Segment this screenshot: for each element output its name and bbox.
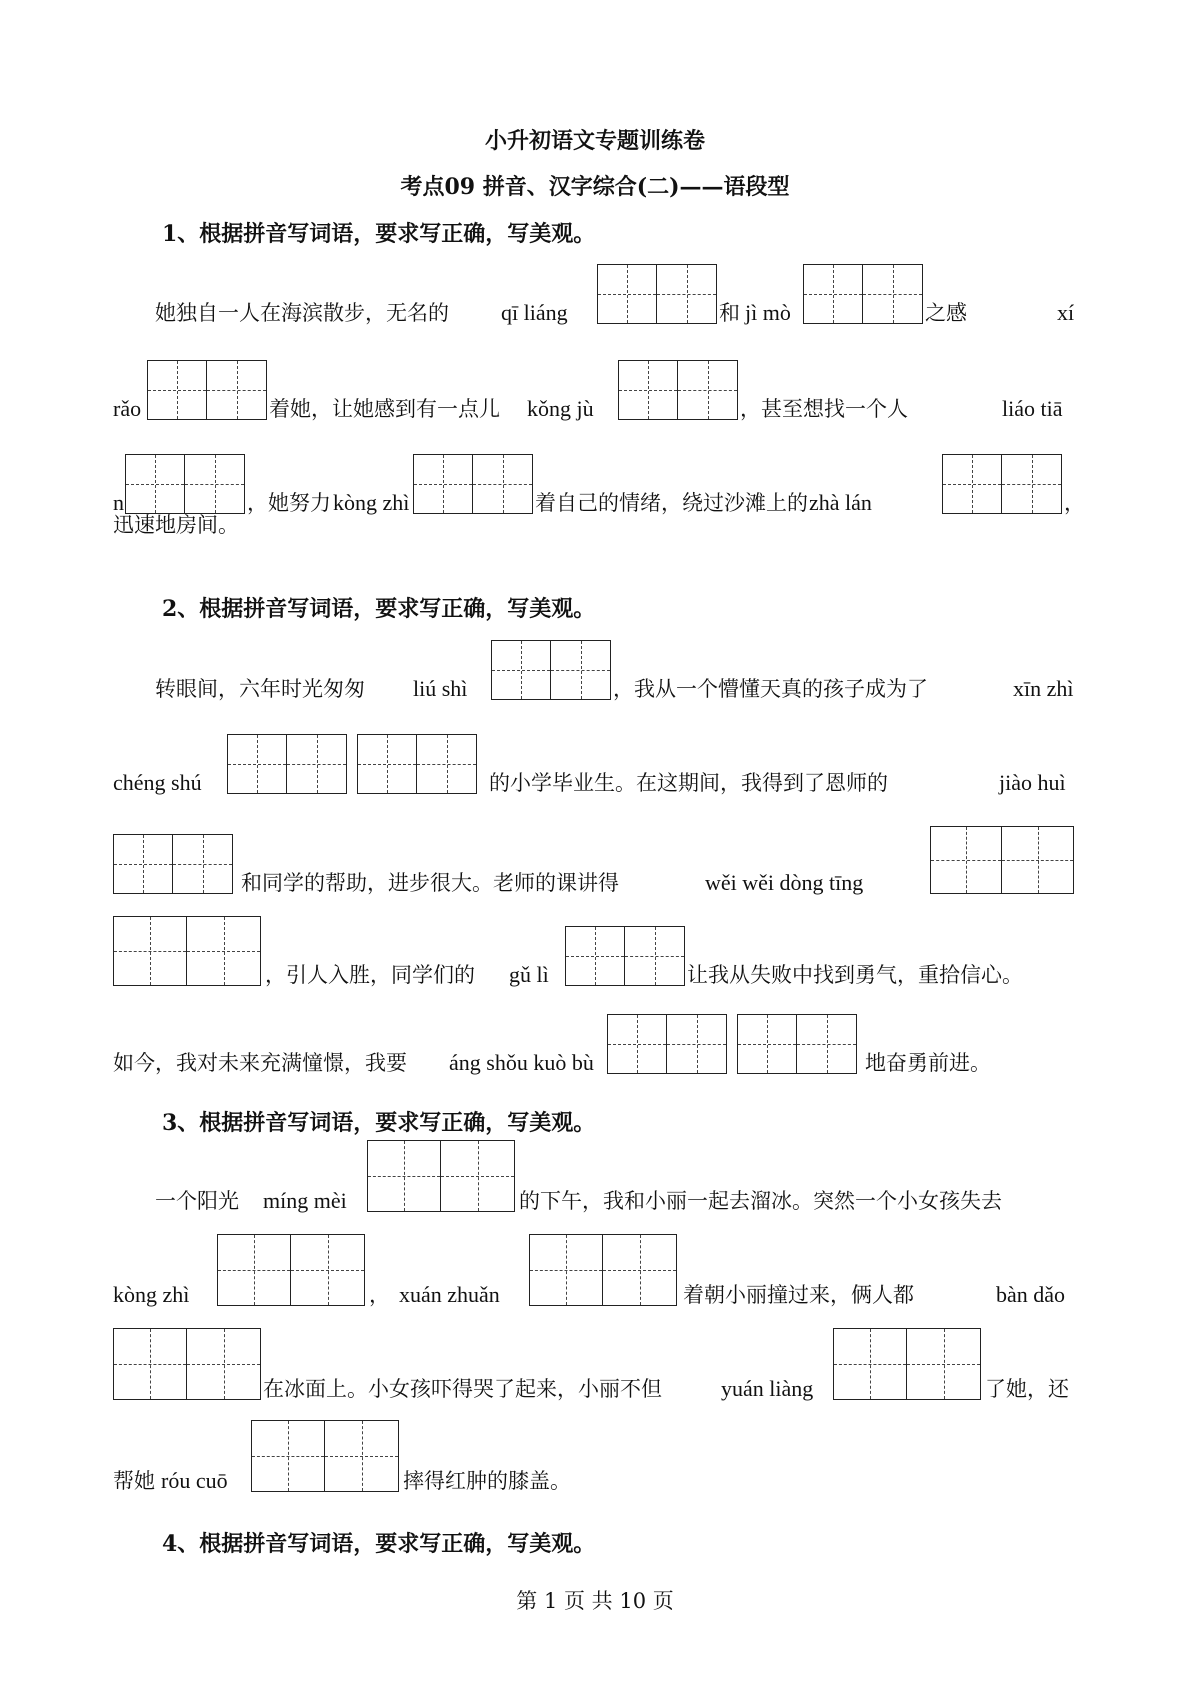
text-segment: 她独自一人在海滨散步，无名的 xyxy=(113,301,449,325)
answer-grid[interactable] xyxy=(803,264,923,324)
question-2-line-4 xyxy=(113,918,1078,988)
character-cell[interactable] xyxy=(173,834,233,894)
answer-grid[interactable] xyxy=(737,1014,857,1074)
pinyin-prompt: jì mò xyxy=(745,300,791,325)
pinyin-prompt: kǒng jù xyxy=(527,396,594,421)
text-segment: ， xyxy=(1064,491,1085,515)
character-cell[interactable] xyxy=(667,1014,727,1074)
character-cell[interactable] xyxy=(797,1014,857,1074)
question-2-heading: 2、根据拼音写词语，要求写正确，写美观。 xyxy=(162,596,596,622)
character-cell[interactable] xyxy=(565,926,625,986)
answer-grid[interactable] xyxy=(113,916,261,986)
answer-grid[interactable] xyxy=(251,1420,399,1492)
pinyin-prompt: liú shì xyxy=(413,676,468,701)
character-cell[interactable] xyxy=(803,264,863,324)
question-3-heading: 3、根据拼音写词语，要求写正确，写美观。 xyxy=(162,1110,596,1136)
text-segment: ，引人入胜，同学们的 xyxy=(265,963,475,987)
pinyin-prompt: xuán zhuǎn xyxy=(399,1282,500,1307)
text-segment: 如今，我对未来充满憧憬，我要 xyxy=(113,1051,407,1075)
character-cell[interactable] xyxy=(291,1234,365,1306)
answer-grid[interactable] xyxy=(113,834,233,894)
text-segment: 之感 xyxy=(925,301,967,325)
character-cell[interactable] xyxy=(603,1234,677,1306)
character-cell[interactable] xyxy=(227,734,287,794)
pinyin-prompt: yuán liàng xyxy=(721,1376,814,1401)
pinyin-prompt: liáo tiā xyxy=(1002,396,1063,421)
question-2-line-2 xyxy=(113,726,1078,796)
character-cell[interactable] xyxy=(907,1328,981,1400)
question-1-line-2 xyxy=(113,352,1078,422)
question-2-line-5 xyxy=(113,1006,1078,1076)
text-segment: 让我从失败中找到勇气，重拾信心。 xyxy=(687,963,1023,987)
page-title: 小升初语文专题训练卷 xyxy=(484,128,705,154)
answer-grid[interactable] xyxy=(529,1234,677,1306)
text-segment: 迅速地房间。 xyxy=(113,513,239,537)
text-segment: ，她努力 xyxy=(247,491,331,515)
pinyin-prompt: jiào huì xyxy=(999,770,1066,795)
text-segment: 帮她 xyxy=(113,1469,155,1493)
text-segment: 着她，让她感到有一点儿 xyxy=(269,397,500,421)
character-cell[interactable] xyxy=(325,1420,399,1492)
answer-grid[interactable] xyxy=(930,826,1074,894)
pinyin-prompt: xí xyxy=(1057,300,1075,325)
character-cell[interactable] xyxy=(357,734,417,794)
character-cell[interactable] xyxy=(217,1234,291,1306)
answer-grid[interactable] xyxy=(833,1328,981,1400)
character-cell[interactable] xyxy=(625,926,685,986)
answer-grid[interactable] xyxy=(367,1140,515,1212)
character-cell[interactable] xyxy=(833,1328,907,1400)
text-segment: ， xyxy=(369,1283,390,1307)
character-cell[interactable] xyxy=(113,1328,187,1400)
pinyin-prompt: chéng shú xyxy=(113,770,202,795)
text-segment: ，甚至想找一个人 xyxy=(740,397,908,421)
pinyin-prompt: gǔ lì xyxy=(509,962,549,987)
character-cell[interactable] xyxy=(187,1328,261,1400)
character-cell[interactable] xyxy=(147,360,207,420)
answer-grid[interactable] xyxy=(217,1234,365,1306)
character-cell[interactable] xyxy=(417,734,477,794)
pinyin-prompt: áng shǒu kuò bù xyxy=(449,1050,594,1075)
character-cell[interactable] xyxy=(251,1420,325,1492)
character-cell[interactable] xyxy=(678,360,738,420)
text-segment: ，我从一个懵懂天真的孩子成为了 xyxy=(613,677,928,701)
text-segment: 和同学的帮助，进步很大。老师的课讲得 xyxy=(241,871,619,895)
pinyin-prompt: róu cuō xyxy=(161,1468,228,1493)
question-2-line-1 xyxy=(113,632,1078,702)
character-cell[interactable] xyxy=(113,834,173,894)
answer-grid[interactable] xyxy=(357,734,477,794)
question-1-line-1 xyxy=(113,256,1078,326)
answer-grid[interactable] xyxy=(565,926,685,986)
text-segment: 和 xyxy=(719,301,740,325)
question-3-line-3 xyxy=(113,1332,1078,1402)
character-cell[interactable] xyxy=(207,360,267,420)
text-segment: 摔得红肿的膝盖。 xyxy=(403,1469,571,1493)
text-segment: 了她，还 xyxy=(985,1377,1069,1401)
answer-grid[interactable] xyxy=(227,734,347,794)
pinyin-prompt: n xyxy=(113,490,124,515)
character-cell[interactable] xyxy=(441,1140,515,1212)
question-1-heading: 1、根据拼音写词语，要求写正确，写美观。 xyxy=(162,221,596,247)
text-segment: 转眼间，六年时光匆匆 xyxy=(113,677,365,701)
character-cell[interactable] xyxy=(737,1014,797,1074)
character-cell[interactable] xyxy=(597,264,657,324)
character-cell[interactable] xyxy=(930,826,1002,894)
answer-grid[interactable] xyxy=(491,640,611,700)
answer-grid[interactable] xyxy=(607,1014,727,1074)
pinyin-prompt: xīn zhì xyxy=(1013,676,1074,701)
question-1-line-4 xyxy=(113,502,1078,538)
character-cell[interactable] xyxy=(287,734,347,794)
answer-grid[interactable] xyxy=(618,360,738,420)
text-segment: 着朝小丽撞过来，俩人都 xyxy=(683,1283,914,1307)
page-subtitle: 考点09 拼音、汉字综合(二)——语段型 xyxy=(400,174,790,200)
question-3-line-2 xyxy=(113,1238,1078,1308)
text-segment: 的下午，我和小丽一起去溜冰。突然一个小女孩失去 xyxy=(519,1189,1002,1213)
text-segment: 的小学毕业生。在这期间，我得到了恩师的 xyxy=(489,771,888,795)
text-segment: 在冰面上。小女孩吓得哭了起来，小丽不但 xyxy=(263,1377,662,1401)
pinyin-prompt: míng mèi xyxy=(263,1188,347,1213)
pinyin-prompt: qī liáng xyxy=(501,300,568,325)
question-3-line-1 xyxy=(113,1144,1078,1214)
question-2-line-3 xyxy=(113,826,1078,896)
text-segment: 地奋勇前进。 xyxy=(865,1051,991,1075)
answer-grid[interactable] xyxy=(147,360,267,420)
text-segment: 一个阳光 xyxy=(113,1189,239,1213)
character-cell[interactable] xyxy=(1002,826,1074,894)
pinyin-prompt: kòng zhì xyxy=(113,1282,190,1307)
pinyin-prompt: rǎo xyxy=(113,396,142,421)
character-cell[interactable] xyxy=(618,360,678,420)
pinyin-prompt: bàn dǎo xyxy=(996,1282,1066,1307)
question-4-heading: 4、根据拼音写词语，要求写正确，写美观。 xyxy=(162,1531,596,1557)
character-cell[interactable] xyxy=(113,916,187,986)
answer-grid[interactable] xyxy=(113,1328,261,1400)
character-cell[interactable] xyxy=(187,916,261,986)
pinyin-prompt: kòng zhì xyxy=(333,490,410,515)
pinyin-prompt: wěi wěi dòng tīng xyxy=(705,870,864,895)
answer-grid[interactable] xyxy=(597,264,717,324)
character-cell[interactable] xyxy=(491,640,551,700)
character-cell[interactable] xyxy=(367,1140,441,1212)
character-cell[interactable] xyxy=(863,264,923,324)
character-cell[interactable] xyxy=(607,1014,667,1074)
character-cell[interactable] xyxy=(551,640,611,700)
pinyin-prompt: zhà lán xyxy=(809,490,872,515)
text-segment: 着自己的情绪，绕过沙滩上的 xyxy=(535,491,808,515)
question-3-line-4 xyxy=(113,1424,1078,1494)
character-cell[interactable] xyxy=(529,1234,603,1306)
page-footer: 第 1 页 共 10 页 xyxy=(516,1589,674,1613)
character-cell[interactable] xyxy=(657,264,717,324)
